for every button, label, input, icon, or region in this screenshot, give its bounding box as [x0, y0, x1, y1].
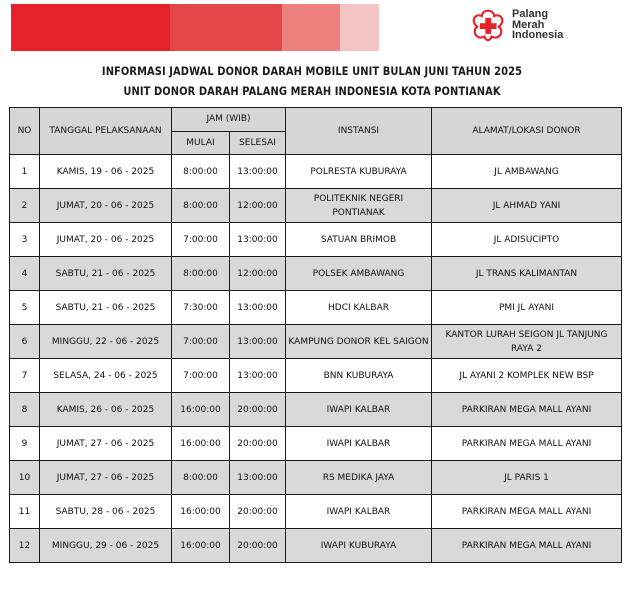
donor-schedule-table — [9, 107, 622, 563]
table-row — [10, 291, 622, 325]
cell-tanggal: MINGGU, 29 - 06 - 2025 — [40, 529, 172, 563]
logo-line-3: Indonesia — [512, 29, 564, 42]
cell-mulai: 8:00:00 — [172, 461, 230, 495]
cell-tanggal: SELASA, 24 - 06 - 2025 — [40, 359, 172, 393]
cell-instansi: BNN KUBURAYA — [286, 359, 432, 393]
cell-alamat: PARKIRAN MEGA MALL AYANI — [432, 427, 622, 461]
cell-mulai: 7:00:00 — [172, 359, 230, 393]
color-bar-3 — [282, 4, 340, 51]
cell-alamat: PMI JL AYANI — [432, 291, 622, 325]
table-row — [10, 393, 622, 427]
cell-mulai: 7:30:00 — [172, 291, 230, 325]
cell-selesai: 13:00:00 — [230, 155, 286, 189]
cell-tanggal: JUMAT, 20 - 06 - 2025 — [40, 223, 172, 257]
table-row — [10, 427, 622, 461]
cell-instansi: POLSEK AMBAWANG — [286, 257, 432, 291]
cell-tanggal: KAMIS, 26 - 06 - 2025 — [40, 393, 172, 427]
color-bar-1 — [11, 4, 170, 51]
cell-tanggal: SABTU, 28 - 06 - 2025 — [40, 495, 172, 529]
header-no: NO — [10, 108, 40, 155]
cell-tanggal: SABTU, 21 - 06 - 2025 — [40, 257, 172, 291]
cell-alamat: JL PARIS 1 — [432, 461, 622, 495]
cell-instansi: IWAPI KALBAR — [286, 495, 432, 529]
cell-instansi: IWAPI KALBAR — [286, 427, 432, 461]
cell-mulai: 8:00:00 — [172, 257, 230, 291]
cell-selesai: 13:00:00 — [230, 325, 286, 359]
cell-no: 9 — [10, 427, 40, 461]
cell-alamat: JL ADISUCIPTO — [432, 223, 622, 257]
cell-mulai: 16:00:00 — [172, 427, 230, 461]
cell-tanggal: SABTU, 21 - 06 - 2025 — [40, 291, 172, 325]
cell-mulai: 8:00:00 — [172, 189, 230, 223]
cell-no: 3 — [10, 223, 40, 257]
cell-selesai: 20:00:00 — [230, 427, 286, 461]
cell-alamat: JL TRANS KALIMANTAN — [432, 257, 622, 291]
cell-mulai: 7:00:00 — [172, 223, 230, 257]
cell-alamat: JL AHMAD YANI — [432, 189, 622, 223]
table-row — [10, 189, 622, 223]
cell-no: 2 — [10, 189, 40, 223]
cell-instansi: RS MEDIKA JAYA — [286, 461, 432, 495]
cell-alamat: PARKIRAN MEGA MALL AYANI — [432, 495, 622, 529]
cell-tanggal: KAMIS, 19 - 06 - 2025 — [40, 155, 172, 189]
cell-alamat: PARKIRAN MEGA MALL AYANI — [432, 393, 622, 427]
cell-no: 11 — [10, 495, 40, 529]
table-body — [10, 155, 622, 563]
cell-selesai: 20:00:00 — [230, 495, 286, 529]
cell-no: 12 — [10, 529, 40, 563]
cell-mulai: 16:00:00 — [172, 495, 230, 529]
header-selesai: SELESAI — [230, 131, 286, 155]
logo-line-2: Merah — [512, 18, 545, 31]
cell-tanggal: JUMAT, 27 - 06 - 2025 — [40, 461, 172, 495]
cell-instansi: SATUAN BRIMOB — [286, 223, 432, 257]
document-title: INFORMASI JADWAL DONOR DARAH MOBILE UNIT BULAN JUNI TAHUN 2025 — [101, 64, 523, 78]
cell-alamat: KANTOR LURAH SEIGON JL TANJUNG RAYA 2 — [432, 325, 622, 359]
cell-no: 4 — [10, 257, 40, 291]
header-tanggal: TANGGAL PELAKSANAAN — [40, 108, 172, 155]
cell-selesai: 13:00:00 — [230, 291, 286, 325]
cell-alamat: JL AMBAWANG — [432, 155, 622, 189]
cell-instansi: IWAPI KALBAR — [286, 393, 432, 427]
pmi-logo — [470, 8, 563, 42]
cell-instansi: HDCI KALBAR — [286, 291, 432, 325]
cell-selesai: 13:00:00 — [230, 359, 286, 393]
header-mulai: MULAI — [172, 131, 230, 155]
cell-selesai: 20:00:00 — [230, 529, 286, 563]
cell-no: 10 — [10, 461, 40, 495]
table-row — [10, 257, 622, 291]
cell-instansi: POLITEKNIK NEGERI PONTIANAK — [286, 189, 432, 223]
color-bar-2 — [170, 4, 282, 51]
cell-selesai: 13:00:00 — [230, 461, 286, 495]
cell-alamat: JL AYANI 2 KOMPLEK NEW BSP — [432, 359, 622, 393]
cell-selesai: 20:00:00 — [230, 393, 286, 427]
table-row — [10, 495, 622, 529]
table-row — [10, 461, 622, 495]
table-row — [10, 155, 622, 189]
cell-tanggal: JUMAT, 27 - 06 - 2025 — [40, 427, 172, 461]
cell-selesai: 12:00:00 — [230, 189, 286, 223]
table-row — [10, 529, 622, 563]
cell-mulai: 8:00:00 — [172, 155, 230, 189]
cell-mulai: 16:00:00 — [172, 529, 230, 563]
header-instansi: INSTANSI — [286, 108, 432, 155]
cell-selesai: 12:00:00 — [230, 257, 286, 291]
cell-selesai: 13:00:00 — [230, 223, 286, 257]
cell-tanggal: JUMAT, 20 - 06 - 2025 — [40, 189, 172, 223]
cell-instansi: IWAPI KUBURAYA — [286, 529, 432, 563]
logo-text — [512, 9, 563, 41]
cell-no: 6 — [10, 325, 40, 359]
cell-no: 8 — [10, 393, 40, 427]
cell-mulai: 16:00:00 — [172, 393, 230, 427]
header-color-bars — [11, 4, 379, 51]
logo-line-1: Palang — [512, 8, 549, 21]
color-bar-4 — [340, 4, 379, 51]
cell-no: 1 — [10, 155, 40, 189]
document-subtitle: UNIT DONOR DARAH PALANG MERAH INDONESIA KOTA PONTIANAK — [123, 84, 501, 98]
table-row — [10, 325, 622, 359]
table-row — [10, 223, 622, 257]
cell-mulai: 7:00:00 — [172, 325, 230, 359]
cell-instansi: POLRESTA KUBURAYA — [286, 155, 432, 189]
cell-no: 5 — [10, 291, 40, 325]
header-jam: JAM (WIB) — [172, 108, 286, 132]
table-row — [10, 359, 622, 393]
header-alamat: ALAMAT/LOKASI DONOR — [432, 108, 622, 155]
red-cross-flower-icon — [470, 8, 506, 42]
cell-instansi: KAMPUNG DONOR KEL SAIGON — [286, 325, 432, 359]
cell-no: 7 — [10, 359, 40, 393]
cell-alamat: PARKIRAN MEGA MALL AYANI — [432, 529, 622, 563]
cell-tanggal: MINGGU, 22 - 06 - 2025 — [40, 325, 172, 359]
